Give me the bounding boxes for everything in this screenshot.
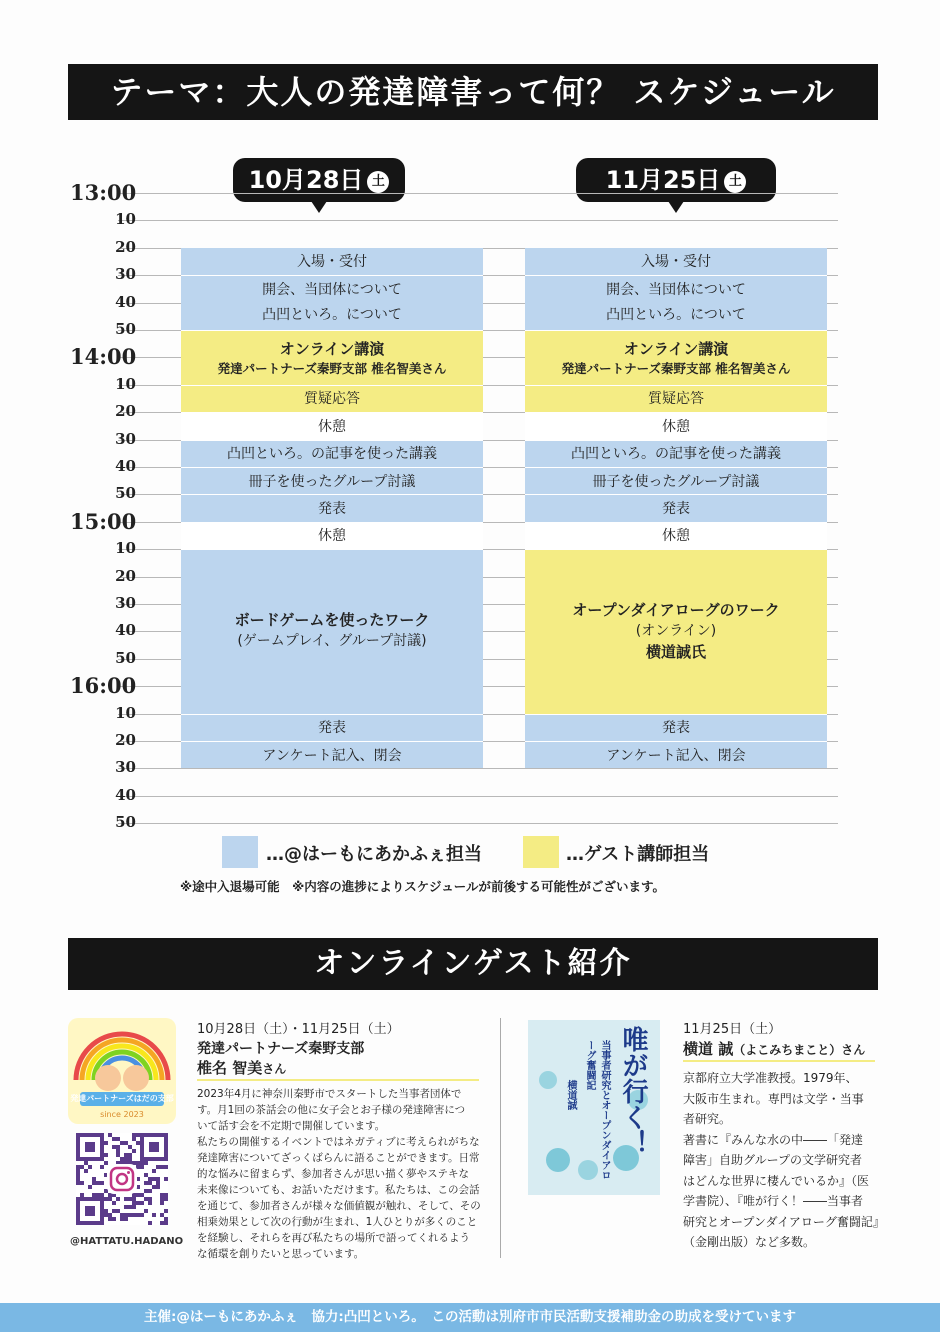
- schedule-block: [525, 248, 827, 275]
- guest1-logo: [68, 1018, 176, 1124]
- legend-guest-label: …ゲスト講師担当: [566, 844, 710, 865]
- bio-line: を通じて、参加者さんが様々な価値観が触れ、そして、その: [197, 1200, 481, 1212]
- bio-line: な循環を創りたいと思っています。: [197, 1248, 365, 1260]
- block-separator: [525, 741, 827, 742]
- schedule-block-line: 発表: [662, 720, 690, 737]
- guest1-suffix: さん: [262, 1062, 287, 1076]
- bio-line: 著書に『みんな水の中――「発達: [683, 1132, 864, 1147]
- schedule-block-line: 凸凹といろ。について: [606, 306, 746, 323]
- schedule-block-line: オープンダイアローグのワーク: [572, 600, 780, 619]
- schedule-block-line: 質疑応答: [304, 391, 360, 408]
- footer-text: 主催:@はーもにあかふぇ 協力:凸凹といろ。 この活動は別府市市民活動支援補助金の助成を受けています: [143, 1309, 797, 1325]
- time-label: 30: [115, 594, 136, 612]
- guest-section-banner: [68, 938, 878, 990]
- time-label: 20: [115, 402, 136, 421]
- guest1-org: 発達パートナーズ秦野支部: [197, 1041, 365, 1057]
- schedule-block-line: 横道誠氏: [645, 642, 706, 661]
- block-separator: [525, 385, 827, 386]
- block-separator: [525, 549, 827, 550]
- time-label: 14:00: [70, 344, 137, 370]
- schedule-block-line: オンライン講演: [623, 339, 729, 358]
- guest1-name-row: [197, 1057, 286, 1078]
- bio-line: を経験し、それらを再び私たちの場所で語ってくれるよう: [197, 1232, 470, 1244]
- schedule-block: [525, 385, 827, 412]
- schedule-block-line: 質疑応答: [648, 391, 704, 408]
- schedule-block: [181, 522, 483, 549]
- schedule-title-banner: [68, 64, 878, 120]
- schedule-title: テーマ：大人の発達障害って何？ スケジュール: [110, 73, 836, 111]
- guest1-logo-since: since 2023: [100, 1110, 144, 1119]
- time-label: 16:00: [70, 673, 137, 699]
- guest2-bio: [683, 1068, 883, 1253]
- time-gridline: [118, 220, 838, 221]
- schedule-block-line: 入場・受付: [297, 254, 367, 271]
- time-label: 50: [115, 813, 136, 832]
- schedule-block-line: 凸凹といろ。の記事を使った講義: [227, 446, 437, 463]
- bio-line: 2023年4月に神奈川秦野市でスタートした当事者団体で: [197, 1088, 462, 1100]
- schedule-block-line: 発達パートナーズ秦野支部 椎名智美さん: [217, 360, 447, 376]
- book-title: 唯が行く！: [618, 1026, 648, 1156]
- time-label: 30: [115, 429, 136, 448]
- schedule-block: [525, 714, 827, 741]
- time-gridline: [118, 796, 838, 797]
- block-separator: [181, 714, 483, 715]
- bio-line: 研究とオープンダイアローグ奮闘記』: [683, 1214, 885, 1229]
- schedule-block-line: アンケート記入、閉会: [606, 747, 746, 764]
- schedule-block-line: ボードゲームを使ったワーク: [234, 611, 430, 630]
- footer: [0, 1303, 940, 1332]
- schedule-block: [181, 549, 483, 713]
- schedule-block-line: 凸凹といろ。の記事を使った講義: [571, 446, 781, 463]
- block-separator: [181, 494, 483, 495]
- time-label: 30: [115, 265, 136, 284]
- instagram-icon: [107, 1164, 137, 1194]
- schedule-block-line: オンライン講演: [279, 339, 385, 358]
- schedule-block: [181, 385, 483, 412]
- schedule-block-line: 休憩: [662, 418, 690, 435]
- date-tag-2: [576, 158, 776, 202]
- block-separator: [525, 440, 827, 441]
- legend-host-swatch: [222, 836, 258, 868]
- schedule-block: [525, 549, 827, 713]
- block-separator: [181, 549, 483, 550]
- block-separator: [525, 275, 827, 276]
- bio-line: 学書院）、『唯が行く！――当事者: [683, 1194, 864, 1208]
- schedule-block-line: 休憩: [318, 528, 346, 545]
- block-separator: [181, 385, 483, 386]
- guest1-divider: [197, 1079, 479, 1081]
- time-label: 50: [115, 648, 136, 667]
- time-label: 50: [115, 484, 136, 503]
- bio-line: 発達障害についてざっくばらんに語ることができます。日常: [197, 1152, 480, 1164]
- schedule-block: [181, 467, 483, 494]
- instagram-qr-code[interactable]: [76, 1133, 168, 1225]
- guest2-reading: （よこみちまこと）: [733, 1043, 842, 1057]
- block-separator: [181, 275, 483, 276]
- guest1-bio: [197, 1086, 487, 1262]
- guest1-name: 椎名 智美: [197, 1059, 263, 1077]
- schedule-block: [181, 714, 483, 741]
- time-label: 10: [115, 210, 136, 229]
- schedule-block-line: 開会、当団体について: [606, 281, 746, 298]
- time-label: 40: [115, 292, 136, 311]
- block-separator: [181, 440, 483, 441]
- date-2-text: 11月25日: [605, 166, 721, 194]
- schedule-block-line: 凸凹といろ。について: [262, 306, 402, 323]
- guest1-logo-text: 発達パートナーズはだの支部: [70, 1094, 174, 1103]
- schedule-block-line: アンケート記入、閉会: [262, 747, 402, 764]
- bio-line: 京都府立大学准教授。1979年、: [683, 1071, 858, 1085]
- schedule-block: [181, 248, 483, 275]
- time-gridline: [118, 768, 838, 769]
- schedule-block-line: 発達パートナーズ秦野支部 椎名智美さん: [561, 360, 791, 376]
- time-label: 20: [115, 566, 136, 585]
- schedule-block-line: 冊子を使ったグループ討議: [592, 473, 760, 490]
- guest2-name: 横道 誠: [683, 1040, 734, 1058]
- book-subtitle: 当事者研究とオープンダイアローグ奮闘記: [584, 1040, 610, 1180]
- block-separator: [181, 467, 483, 468]
- time-label: 10: [115, 374, 136, 393]
- rainbow-logo-icon: [68, 1018, 176, 1124]
- guest2-name-row: [683, 1038, 865, 1059]
- schedule-block-line: 開会、当団体について: [262, 281, 402, 298]
- schedule-block: [525, 494, 827, 521]
- schedule-block: [525, 440, 827, 467]
- time-label: 40: [115, 785, 136, 804]
- schedule-block: [181, 275, 483, 330]
- bio-line: 大阪市生まれ。専門は文学・当事: [683, 1091, 864, 1106]
- schedule-block: [181, 440, 483, 467]
- schedule-block-line: 発表: [318, 501, 346, 518]
- schedule-block: [525, 275, 827, 330]
- instagram-handle: @HATTATU.HADANO: [70, 1236, 184, 1247]
- schedule-block-line: 休憩: [662, 528, 690, 545]
- time-label: 20: [115, 237, 136, 256]
- schedule-note: ※途中入退場可能 ※内容の進捗によりスケジュールが前後する可能性がございます。: [180, 879, 666, 894]
- bio-line: いて話す会を不定期で開催しています。: [197, 1120, 386, 1132]
- legend-host-label: …@はーもにあかふぇ担当: [266, 844, 482, 865]
- bio-line: す。月1回の茶話会の他に女子会とお子様の発達障害につ: [197, 1104, 466, 1116]
- time-gridline: [118, 823, 838, 824]
- bio-line: はどんな世界に棲んでいるか』（医: [683, 1173, 870, 1188]
- book-author: 横道誠: [565, 1080, 576, 1110]
- time-label: 30: [115, 758, 136, 777]
- book-cover: [528, 1020, 660, 1195]
- bio-line: 者研究。: [683, 1112, 732, 1126]
- bio-line: （金剛出版）など多数。: [683, 1235, 816, 1249]
- schedule-block: [525, 522, 827, 549]
- schedule-block: [181, 494, 483, 521]
- date-1-text: 10月28日: [248, 166, 364, 194]
- time-label: 15:00: [70, 508, 137, 534]
- schedule-block-line: 冊子を使ったグループ討議: [248, 473, 416, 490]
- block-separator: [525, 714, 827, 715]
- schedule-block: [525, 467, 827, 494]
- block-separator: [525, 330, 827, 331]
- schedule-block-line: 発表: [318, 720, 346, 737]
- time-label: 40: [115, 457, 136, 475]
- time-label: 20: [115, 731, 136, 749]
- date-tag-1: [233, 158, 405, 202]
- guest-divider: [500, 1018, 501, 1258]
- schedule-block: [181, 330, 483, 385]
- bio-line: 的な悩みに留まらず、参加者さんが思い描く夢やステキな: [197, 1168, 469, 1180]
- legend-guest-swatch: [523, 836, 559, 868]
- schedule-block: [525, 330, 827, 385]
- schedule-block-line: (ゲームプレイ、グループ討議): [237, 633, 427, 650]
- guest2-suffix: さん: [841, 1043, 866, 1057]
- time-label: 10: [115, 703, 136, 722]
- weekday-1-badge: 土: [367, 171, 389, 193]
- bio-line: 障害」自助グループの文学研究者: [683, 1153, 863, 1167]
- block-separator: [525, 412, 827, 413]
- schedule-block: [525, 412, 827, 439]
- block-separator: [181, 330, 483, 331]
- guest-section-title: オンラインゲスト紹介: [314, 946, 632, 981]
- time-label: 10: [115, 539, 136, 558]
- block-separator: [525, 522, 827, 523]
- time-label: 50: [115, 320, 136, 338]
- block-separator: [181, 522, 483, 523]
- schedule-block-line: (オンライン): [635, 622, 717, 639]
- schedule-block: [181, 412, 483, 439]
- block-separator: [181, 412, 483, 413]
- time-label: 40: [115, 621, 136, 640]
- schedule-block: [525, 741, 827, 768]
- bio-line: 未来像についても、お話いただけます。私たちは、この会話: [197, 1184, 480, 1196]
- block-separator: [525, 494, 827, 495]
- schedule-block-line: 入場・受付: [641, 254, 711, 271]
- guest2-divider: [683, 1060, 875, 1062]
- bio-line: 相乗効果として次の行動が生まれ、1人ひとりが多くのこと: [197, 1216, 478, 1228]
- block-separator: [525, 467, 827, 468]
- guest2-date: 11月25日（土）: [683, 1022, 782, 1037]
- block-separator: [181, 741, 483, 742]
- bio-line: 私たちの開催するイベントではネガティブに考えられがちな: [197, 1136, 480, 1148]
- time-label: 13:00: [70, 180, 137, 205]
- schedule-block-line: 休憩: [318, 418, 346, 435]
- time-gridline: [118, 193, 838, 194]
- guest1-dates: 10月28日（土）・11月25日（土）: [197, 1022, 400, 1037]
- schedule-block-line: 発表: [662, 501, 690, 518]
- schedule-block: [181, 741, 483, 768]
- weekday-2-badge: 土: [724, 171, 746, 193]
